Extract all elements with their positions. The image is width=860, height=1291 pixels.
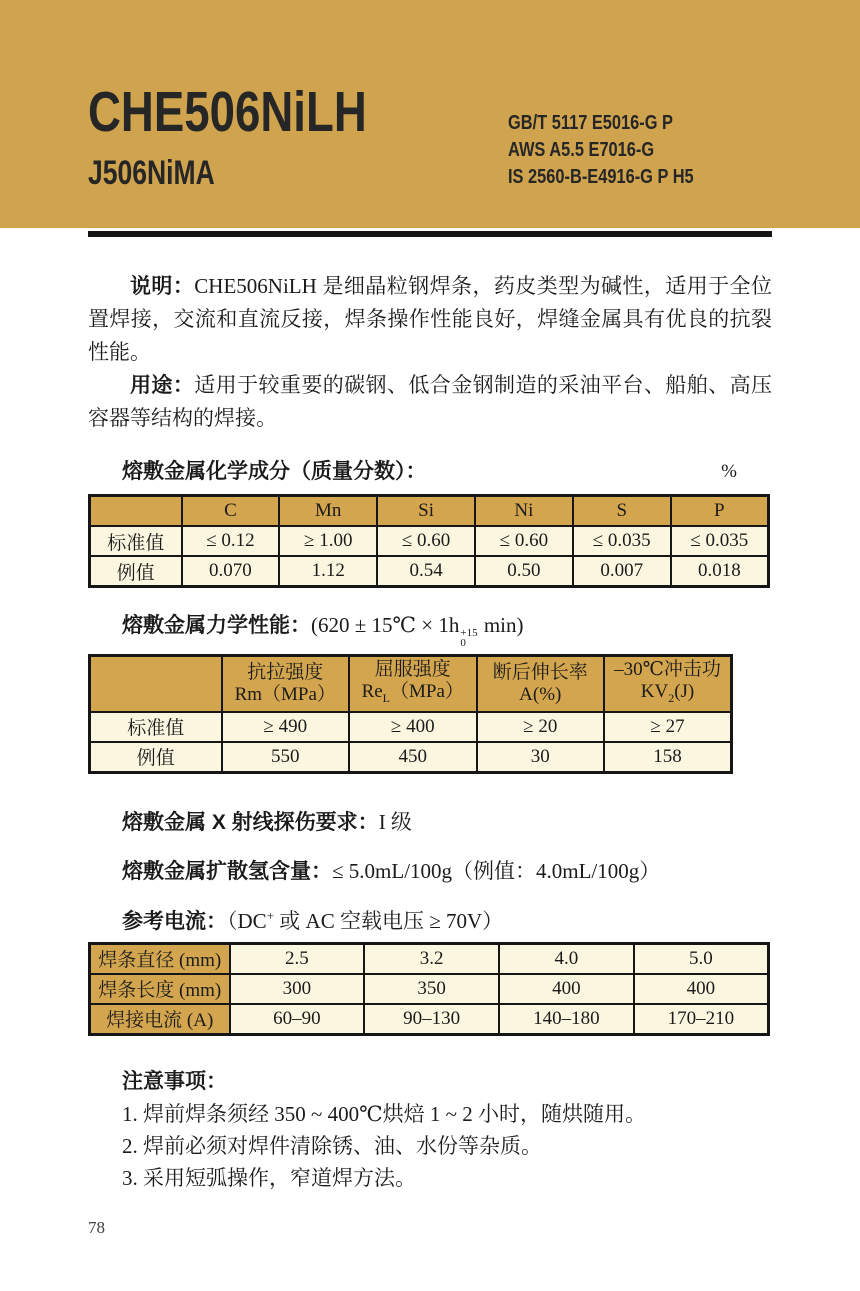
chem-header-row xyxy=(90,496,769,527)
chem-table xyxy=(88,494,770,588)
table-cell: 450 xyxy=(349,742,477,773)
table-cell: 0.54 xyxy=(377,556,475,587)
usage-text: 适用于较重要的碳钢、低合金钢制造的采油平台、船舶、高压容器等结构的焊接。 xyxy=(88,373,773,430)
chem-section-heading xyxy=(88,459,772,485)
table-cell: ≤ 0.12 xyxy=(182,526,280,556)
standards-block xyxy=(508,110,694,191)
table-cell: 4.0 xyxy=(499,943,634,974)
table-cell: ≤ 0.60 xyxy=(475,526,573,556)
table-row xyxy=(90,742,732,773)
table-row xyxy=(90,943,769,974)
table-cell: ≥ 490 xyxy=(222,712,350,742)
chem-section-title: 熔敷金属化学成分（质量分数）： xyxy=(122,460,427,483)
table-cell: ≤ 0.60 xyxy=(377,526,475,556)
table-cell: 400 xyxy=(499,974,634,1004)
table-cell: ≥ 1.00 xyxy=(279,526,377,556)
table-row xyxy=(90,556,769,587)
note-item: 3. 采用短弧操作，窄道焊方法。 xyxy=(122,1165,416,1190)
row-label: 焊接电流 (A) xyxy=(90,1004,230,1035)
reference-current-line: 参考电流：（DC+ 或 AC 空载电压 ≥ 70V） xyxy=(122,907,504,933)
tolerance-stack: +15 0 xyxy=(460,627,478,649)
table-cell: 3.2 xyxy=(364,943,499,974)
table-cell: 60–90 xyxy=(230,1004,365,1035)
note-item: 2. 焊前必须对焊件清除锈、油、水份等杂质。 xyxy=(122,1133,542,1158)
chem-unit-label: % xyxy=(721,461,737,482)
standard-line: GB/T 5117 E5016-G P xyxy=(508,112,674,134)
table-cell: 140–180 xyxy=(499,1004,634,1035)
usage-paragraph xyxy=(88,369,772,435)
table-cell: ≥ 400 xyxy=(349,712,477,742)
product-subtitle: J506NiMA xyxy=(88,154,215,192)
chem-col-header: C xyxy=(182,496,280,527)
chem-col-header: Ni xyxy=(475,496,573,527)
table-cell: 350 xyxy=(364,974,499,1004)
row-label: 焊条长度 (mm) xyxy=(90,974,230,1004)
table-cell: 1.12 xyxy=(279,556,377,587)
table-row xyxy=(90,974,769,1004)
table-corner-cell xyxy=(90,656,222,712)
table-cell: ≤ 0.035 xyxy=(671,526,769,556)
mech-section-title: 熔敷金属力学性能：(620 ± 15℃ × 1h +15 0 min) xyxy=(122,613,524,649)
table-row xyxy=(90,526,769,556)
table-cell: 0.018 xyxy=(671,556,769,587)
description-label: 说明： xyxy=(130,275,195,298)
table-cell: 300 xyxy=(230,974,365,1004)
notes-title: 注意事项： xyxy=(122,1069,227,1093)
mech-col-header: 断后伸长率 A(%) xyxy=(477,656,605,712)
mech-condition: (620 ± 15℃ × 1h +15 0 min) xyxy=(311,613,524,649)
header-divider xyxy=(88,231,772,237)
usage-label: 用途： xyxy=(130,374,195,397)
product-title: CHE506NiLH xyxy=(88,80,367,144)
standard-line: AWS A5.5 E7016-G xyxy=(508,139,655,161)
page-header xyxy=(0,0,860,228)
table-row xyxy=(90,712,732,742)
mech-section-heading xyxy=(88,612,772,648)
standard-line: IS 2560-B-E4916-G P H5 xyxy=(508,166,694,188)
mech-table xyxy=(88,654,733,774)
description-text: CHE506NiLH 是细晶粒钢焊条，药皮类型为碱性，适用于全位置焊接，交流和直流反接，焊条操作性能良好，焊缝金属具有优良的抗裂性能。 xyxy=(88,274,772,364)
table-cell: 30 xyxy=(477,742,605,773)
table-corner-cell xyxy=(90,496,182,527)
table-cell: 2.5 xyxy=(230,943,365,974)
row-label: 标准值 xyxy=(90,712,222,742)
table-cell: 0.070 xyxy=(182,556,280,587)
description-paragraph xyxy=(88,270,772,369)
table-cell: 550 xyxy=(222,742,350,773)
table-cell: ≥ 27 xyxy=(604,712,732,742)
table-row xyxy=(90,1004,769,1035)
table-cell: ≤ 0.035 xyxy=(573,526,671,556)
chem-col-header: Mn xyxy=(279,496,377,527)
hydrogen-content-line: 熔敷金属扩散氢含量：≤ 5.0mL/100g（例值：4.0mL/100g） xyxy=(122,858,661,883)
current-table xyxy=(88,942,770,1036)
table-cell: 0.50 xyxy=(475,556,573,587)
table-cell: 158 xyxy=(604,742,732,773)
chem-col-header: Si xyxy=(377,496,475,527)
table-cell: 0.007 xyxy=(573,556,671,587)
row-label: 焊条直径 (mm) xyxy=(90,943,230,974)
note-item: 1. 焊前焊条须经 350 ~ 400℃烘焙 1 ~ 2 小时，随烘随用。 xyxy=(122,1101,646,1126)
mech-col-header: 屈服强度 $Re_L(MPa)$ xyxy=(349,656,477,712)
table-cell: 170–210 xyxy=(634,1004,769,1035)
chem-col-header: P xyxy=(671,496,769,527)
mech-col-header: –30℃冲击功 $KV_2(J)$ xyxy=(604,656,732,712)
row-label: 标准值 xyxy=(90,526,182,556)
page-number: 78 xyxy=(88,1218,105,1237)
table-cell: ≥ 20 xyxy=(477,712,605,742)
row-label: 例值 xyxy=(90,742,222,773)
chem-col-header: S xyxy=(573,496,671,527)
mech-col-header: 抗拉强度 Rm（MPa） xyxy=(222,656,350,712)
row-label: 例值 xyxy=(90,556,182,587)
xray-requirement-line: 熔敷金属 X 射线探伤要求：I 级 xyxy=(122,809,412,834)
table-cell: 5.0 xyxy=(634,943,769,974)
table-cell: 90–130 xyxy=(364,1004,499,1035)
page-body xyxy=(88,270,772,1194)
mech-header-row xyxy=(90,656,732,712)
table-cell: 400 xyxy=(634,974,769,1004)
